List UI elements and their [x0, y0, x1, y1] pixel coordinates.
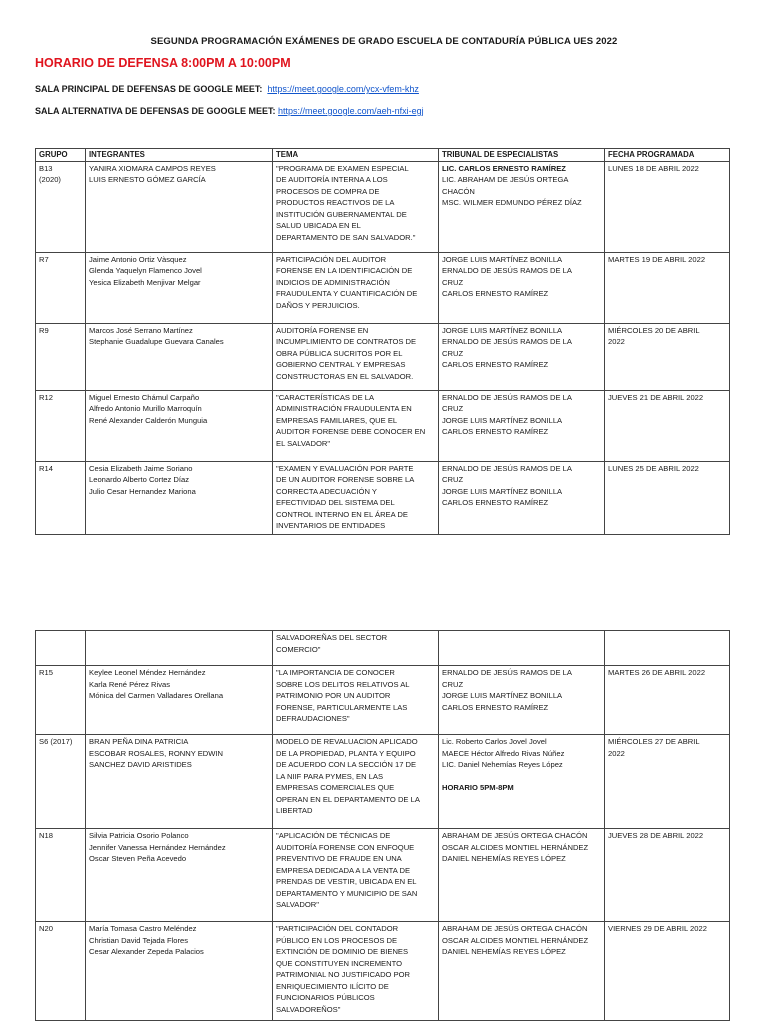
cell-grupo: [36, 829, 86, 922]
fecha-line: LUNES 25 DE ABRIL 2022: [608, 463, 699, 473]
grupo-line: R9: [39, 325, 49, 335]
header-integrantes: INTEGRANTES: [86, 149, 273, 162]
table-row: [36, 829, 730, 922]
integrantes-line: Jaime Antonio Ortiz Vàsquez: [89, 254, 187, 264]
header-grupo: GRUPO: [36, 149, 86, 162]
fecha-line: JUEVES 21 DE ABRIL 2022: [608, 392, 704, 402]
cell-tribunal: [439, 735, 605, 829]
integrantes-line: Oscar Steven Peña Acevedo: [89, 854, 187, 863]
fecha-line: JUEVES 28 DE ABRIL 2022: [608, 831, 704, 840]
grupo-line: B13: [39, 163, 53, 173]
table-row: [36, 390, 730, 461]
grupo-line: N18: [39, 831, 53, 840]
cell-integrantes: [86, 252, 273, 323]
tema-line: "PROGRAMA DE EXAMEN ESPECIAL: [276, 163, 409, 173]
table-row: [36, 323, 730, 390]
tribunal-line: ERNALDO DE JESÚS RAMOS DE LA: [442, 392, 572, 402]
tema-line: SOBRE LOS DELITOS RELATIVOS AL: [276, 679, 410, 689]
grupo-line: S6 (2017): [39, 737, 73, 746]
tema-line: DAÑOS Y PERJUICIOS.: [276, 300, 360, 310]
tema-line: EMPRESA DEDICADA A LA VENTA DE: [276, 865, 411, 875]
tribunal-line: ERNALDO DE JESÚS RAMOS DE LA: [442, 463, 572, 473]
tema-line: PROCESOS DE COMPRA DE: [276, 186, 380, 196]
header-tribunal: TRIBUNAL DE ESPECIALISTAS: [439, 149, 605, 162]
integrantes-line: SANCHEZ DAVID ARISTIDES: [89, 760, 192, 769]
tribunal-line: LIC. CARLOS ERNESTO RAMÍREZ: [442, 163, 566, 173]
tema-line: PATRIMONIAL NO JUSTIFICADO POR: [276, 970, 411, 979]
integrantes-line: Mónica del Carmen Valladares Orellana: [89, 691, 224, 700]
integrantes-line: René Alexander Calderón Munguia: [89, 415, 208, 425]
tema-line: EL SALVADOR": [276, 438, 331, 448]
tema-line: PARTICIPACIÓN DEL AUDITOR: [276, 254, 387, 264]
integrantes-line: Marcos José Serrano Martínez: [89, 325, 193, 335]
tribunal-line: CRUZ: [442, 475, 464, 484]
tema-line: DE AUDITORÍA INTERNA A LOS: [276, 175, 388, 184]
fecha-line: MIÉRCOLES 20 DE ABRIL: [608, 325, 700, 335]
integrantes-line: María Tomasa Castro Meléndez: [89, 924, 197, 933]
table-row: [36, 161, 730, 252]
sala-principal-link[interactable]: https://meet.google.com/ycx-vfem-khz: [267, 84, 419, 94]
cell-grupo: [36, 461, 86, 534]
grupo-line: N20: [39, 924, 53, 933]
tribunal-line: CARLOS ERNESTO RAMÍREZ: [442, 498, 549, 507]
cell-tema: [273, 922, 439, 1021]
cell-fecha: [605, 323, 730, 390]
table-row: [36, 252, 730, 323]
tema-line: CONTROL INTERNO EN EL ÁREA DE: [276, 509, 408, 519]
fecha-line: 2022: [608, 748, 625, 758]
tema-line: DE UN AUDITOR FORENSE SOBRE LA: [276, 475, 415, 484]
tema-line: EFECTIVIDAD DEL SISTEMA DEL: [276, 498, 395, 507]
cell-integrantes: [86, 390, 273, 461]
table-row: [36, 666, 730, 735]
fecha-line: MIÉRCOLES 27 DE ABRIL: [608, 737, 700, 746]
tema-line: INCUMPLIMIENTO DE CONTRATOS DE: [276, 337, 417, 346]
tribunal-line: JORGE LUIS MARTÍNEZ BONILLA: [442, 325, 563, 335]
tema-line: EXTINCIÓN DE DOMINIO DE BIENES: [276, 947, 409, 956]
continuation-line: SALVADOREÑAS DEL SECTOR: [276, 633, 388, 642]
fecha-line: VIERNES 29 DE ABRIL 2022: [608, 924, 707, 933]
integrantes-line: Karla René Pérez Rivas: [89, 679, 171, 689]
integrantes-line: Keylee Leonel Méndez Hernández: [89, 668, 206, 677]
tema-line: QUE CONSTITUYEN INCREMENTO: [276, 958, 403, 968]
tema-line: ADMINISTRACIÓN FRAUDULENTA EN: [276, 404, 412, 413]
tema-line: DE ACUERDO CON LA SECCIÓN 17 DE: [276, 760, 417, 769]
header-tema: TEMA: [273, 149, 439, 162]
cell-fecha: [605, 829, 730, 922]
tribunal-line: MAECE Héctor Alfredo Rivas Núñez: [442, 748, 565, 758]
cell-grupo: [36, 323, 86, 390]
tema-line: "EXAMEN Y EVALUACIÓN POR PARTE: [276, 463, 414, 473]
grupo-line: R7: [39, 254, 49, 264]
tribunal-line: ERNALDO DE JESÚS RAMOS DE LA: [442, 266, 572, 275]
tribunal-line: CARLOS ERNESTO RAMÍREZ: [442, 289, 549, 298]
cell-tema: [273, 323, 439, 390]
grupo-line: (2020): [39, 175, 61, 184]
cell-tribunal: [439, 161, 605, 252]
cell-integrantes: [86, 631, 273, 666]
tribunal-line: DANIEL NEHEMÍAS REYES LÓPEZ: [442, 947, 566, 956]
integrantes-line: Christian David Tejada Flores: [89, 935, 189, 945]
tema-line: AUDITOR FORENSE DEBE CONOCER EN: [276, 427, 426, 436]
cell-integrantes: [86, 922, 273, 1021]
grupo-line: R14: [39, 463, 53, 473]
integrantes-line: YANIRA XIOMARA CAMPOS REYES: [89, 163, 216, 173]
tribunal-line: OSCAR ALCIDES MONTIEL HERNÁNDEZ: [442, 935, 589, 945]
tribunal-line: Lic. Roberto Carlos Jovel Jovel: [442, 737, 547, 746]
tema-line: FORENSE, PARTICULARMENTE LAS: [276, 702, 408, 712]
fecha-line: LUNES 18 DE ABRIL 2022: [608, 163, 699, 173]
tribunal-line: MSC. WILMER EDMUNDO PÉREZ DÍAZ: [442, 198, 582, 207]
cell-tema: [273, 631, 439, 666]
tema-line: EMPRESAS COMERCIALES QUE: [276, 783, 395, 792]
tema-line: AUDITORÍA FORENSE EN: [276, 325, 369, 335]
cell-integrantes: [86, 323, 273, 390]
cell-tribunal: [439, 252, 605, 323]
cell-fecha: [605, 161, 730, 252]
tema-line: INVENTARIOS DE ENTIDADES: [276, 521, 386, 530]
cell-tribunal: [439, 631, 605, 666]
tema-line: EMPRESAS FAMILIARES, QUE EL: [276, 415, 398, 425]
sala-alternativa-label: SALA ALTERNATIVA DE DEFENSAS DE GOOGLE MEET:: [35, 106, 276, 116]
cell-grupo: [36, 666, 86, 735]
cell-tema: [273, 252, 439, 323]
schedule-table-page-1: [35, 148, 730, 535]
cell-tribunal: [439, 390, 605, 461]
integrantes-line: Jennifer Vanessa Hernández Hernández: [89, 842, 226, 852]
grupo-line: R15: [39, 668, 53, 677]
tribunal-line: ABRAHAM DE JESÚS ORTEGA CHACÓN: [442, 831, 588, 840]
integrantes-line: Cesar Alexander Zepeda Palacios: [89, 947, 204, 956]
tema-line: "PARTICIPACIÓN DEL CONTADOR: [276, 924, 399, 933]
tema-line: LIBERTAD: [276, 806, 313, 815]
cell-tribunal: [439, 323, 605, 390]
tema-line: DEFRAUDACIONES": [276, 714, 350, 723]
integrantes-line: ESCOBAR ROSALES, RONNY EDWIN: [89, 748, 224, 758]
sala-principal-row: [35, 84, 419, 94]
integrantes-line: Leonardo Alberto Cortez Díaz: [89, 475, 190, 484]
integrantes-line: BRAN PEÑA DINA PATRICIA: [89, 737, 189, 746]
cell-integrantes: [86, 666, 273, 735]
tribunal-line: ERNALDO DE JESÚS RAMOS DE LA: [442, 668, 572, 677]
tema-line: PREVENTIVO DE FRAUDE EN UNA: [276, 854, 402, 863]
tribunal-line: JORGE LUIS MARTÍNEZ BONILLA: [442, 486, 563, 496]
sala-principal-label: SALA PRINCIPAL DE DEFENSAS DE GOOGLE MEET:: [35, 84, 263, 94]
tribunal-line: DANIEL NEHEMÍAS REYES LÓPEZ: [442, 854, 566, 863]
sala-alternativa-link[interactable]: https://meet.google.com/aeh-nfxi-egj: [278, 106, 424, 116]
cell-fecha: [605, 735, 730, 829]
integrantes-line: Cesia Elizabeth Jaime Soriano: [89, 463, 193, 473]
tema-line: FRAUDULENTA Y CUANTIFICACIÓN DE: [276, 289, 418, 298]
tema-line: "CARACTERÍSTICAS DE LA: [276, 392, 375, 402]
tribunal-line: JORGE LUIS MARTÍNEZ BONILLA: [442, 415, 563, 425]
table-row: [36, 735, 730, 829]
tema-line: CORRECTA ADECUACIÓN Y: [276, 486, 377, 496]
cell-tema: [273, 461, 439, 534]
cell-tribunal: [439, 922, 605, 1021]
cell-grupo: [36, 252, 86, 323]
cell-integrantes: [86, 735, 273, 829]
sala-alternativa-row: [35, 106, 424, 116]
cell-tema: [273, 666, 439, 735]
cell-fecha: [605, 922, 730, 1021]
tribunal-line: ERNALDO DE JESÚS RAMOS DE LA: [442, 337, 572, 346]
tema-line: GOBIERNO CENTRAL Y EMPRESAS: [276, 360, 406, 369]
tema-line: OBRA PÚBLICA SUCRITOS POR EL: [276, 348, 403, 358]
cell-integrantes: [86, 161, 273, 252]
tema-line: "LA IMPORTANCIA DE CONOCER: [276, 668, 395, 677]
fecha-line: 2022: [608, 337, 625, 346]
tema-line: ENRIQUECIMIENTO ILÍCITO DE: [276, 981, 389, 991]
tribunal-line: JORGE LUIS MARTÍNEZ BONILLA: [442, 254, 563, 264]
table-row: [36, 461, 730, 534]
tema-line: LA NIIF PARA PYMES, EN LAS: [276, 771, 384, 781]
tema-line: DEPARTAMENTO DE SAN SALVADOR.": [276, 232, 416, 242]
horario-defensa: HORARIO DE DEFENSA 8:00PM A 10:00PM: [35, 56, 291, 70]
cell-tema: [273, 390, 439, 461]
cell-tema: [273, 829, 439, 922]
tribunal-line: CRUZ: [442, 679, 464, 689]
tribunal-line: CRUZ: [442, 404, 464, 413]
table-row: [36, 922, 730, 1021]
tribunal-line: OSCAR ALCIDES MONTIEL HERNÁNDEZ: [442, 842, 589, 852]
continuation-line: COMERCIO": [276, 644, 321, 654]
header-fecha: FECHA PROGRAMADA: [605, 149, 730, 162]
table-header-row: [36, 149, 730, 162]
tema-line: PATRIMONIO POR UN AUDITOR: [276, 691, 391, 700]
cell-fecha: [605, 666, 730, 735]
tema-line: CONSTRUCTORAS EN EL SALVADOR.: [276, 371, 414, 381]
cell-grupo: [36, 390, 86, 461]
tema-line: SALUD UBICADA EN EL: [276, 221, 361, 230]
tribunal-line: JORGE LUIS MARTÍNEZ BONILLA: [442, 691, 563, 700]
fecha-line: MARTES 19 DE ABRIL 2022: [608, 254, 706, 264]
tema-line: DEPARTAMENTO Y MUNICIPIO DE SAN: [276, 888, 418, 898]
schedule-table-page-2: [35, 630, 730, 1021]
tema-line: SALVADOREÑOS": [276, 1004, 341, 1014]
cell-tema: [273, 735, 439, 829]
integrantes-line: Silvia Patricia Osorio Polanco: [89, 831, 189, 840]
cell-fecha: [605, 461, 730, 534]
tribunal-line: ABRAHAM DE JESÚS ORTEGA CHACÓN: [442, 924, 588, 933]
integrantes-line: LUIS ERNESTO GÓMEZ GARCÍA: [89, 175, 206, 184]
tema-line: INSTITUCIÓN GUBERNAMENTAL DE: [276, 209, 407, 219]
tribunal-line: CARLOS ERNESTO RAMÍREZ: [442, 702, 549, 712]
tribunal-note: HORARIO 5PM-8PM: [442, 782, 514, 792]
cell-tribunal: [439, 829, 605, 922]
cell-integrantes: [86, 829, 273, 922]
grupo-line: R12: [39, 392, 53, 402]
integrantes-line: Alfredo Antonio Murillo Marroquín: [89, 404, 202, 413]
cell-tribunal: [439, 461, 605, 534]
tema-line: PRENDAS DE VESTIR, UBICADA EN EL: [276, 877, 417, 886]
cell-grupo: [36, 922, 86, 1021]
cell-fecha: [605, 390, 730, 461]
integrantes-line: Stephanie Guadalupe Guevara Canales: [89, 337, 224, 346]
continuation-row: [36, 631, 730, 666]
fecha-line: MARTES 26 DE ABRIL 2022: [608, 668, 706, 677]
document-title: SEGUNDA PROGRAMACIÓN EXÁMENES DE GRADO ESCUELA DE CONTADURÍA PÚBLICA UES 2022: [150, 36, 618, 47]
tema-line: SALVADOR": [276, 900, 319, 909]
tribunal-line: LIC. Daniel Nehemías Reyes López: [442, 760, 563, 769]
tema-line: AUDITORÍA FORENSE CON ENFOQUE: [276, 842, 415, 852]
cell-grupo: [36, 735, 86, 829]
cell-fecha: [605, 252, 730, 323]
tema-line: MODELO DE REVALUACION APLICADO: [276, 737, 418, 746]
cell-grupo: [36, 161, 86, 252]
integrantes-line: Miguel Ernesto Chámul Carpaño: [89, 392, 200, 402]
tribunal-line: LIC. ABRAHAM DE JESÚS ORTEGA: [442, 175, 569, 184]
integrantes-line: Yesica Elizabeth Menjivar Melgar: [89, 277, 201, 287]
integrantes-line: Julio Cesar Hernandez Mariona: [89, 486, 196, 496]
tribunal-line: CARLOS ERNESTO RAMÍREZ: [442, 427, 549, 436]
tema-line: PRODUCTOS REACTIVOS DE LA: [276, 198, 395, 207]
integrantes-line: Glenda Yaquelyn Flamenco Jovel: [89, 266, 202, 275]
tema-line: FUNCIONARIOS PÚBLICOS: [276, 993, 375, 1002]
tribunal-line: CARLOS ERNESTO RAMÍREZ: [442, 360, 549, 369]
cell-fecha: [605, 631, 730, 666]
tema-line: FORENSE EN LA IDENTIFICACIÓN DE: [276, 266, 413, 275]
tribunal-line: CRUZ: [442, 277, 464, 287]
cell-tema: [273, 161, 439, 252]
cell-grupo: [36, 631, 86, 666]
tema-line: OPERAN EN EL DEPARTAMENTO DE LA: [276, 794, 420, 804]
tema-line: INDICIOS DE ADMINISTRACIÓN: [276, 277, 390, 287]
tema-line: DE LA PROPIEDAD, PLANTA Y EQUIPO: [276, 748, 416, 758]
tribunal-line: CHACÓN: [442, 186, 475, 196]
cell-integrantes: [86, 461, 273, 534]
tema-line: PÚBLICO EN LOS PROCESOS DE: [276, 935, 398, 945]
tribunal-line: CRUZ: [442, 348, 464, 358]
tema-line: "APLICACIÓN DE TÉCNICAS DE: [276, 831, 391, 840]
cell-tribunal: [439, 666, 605, 735]
